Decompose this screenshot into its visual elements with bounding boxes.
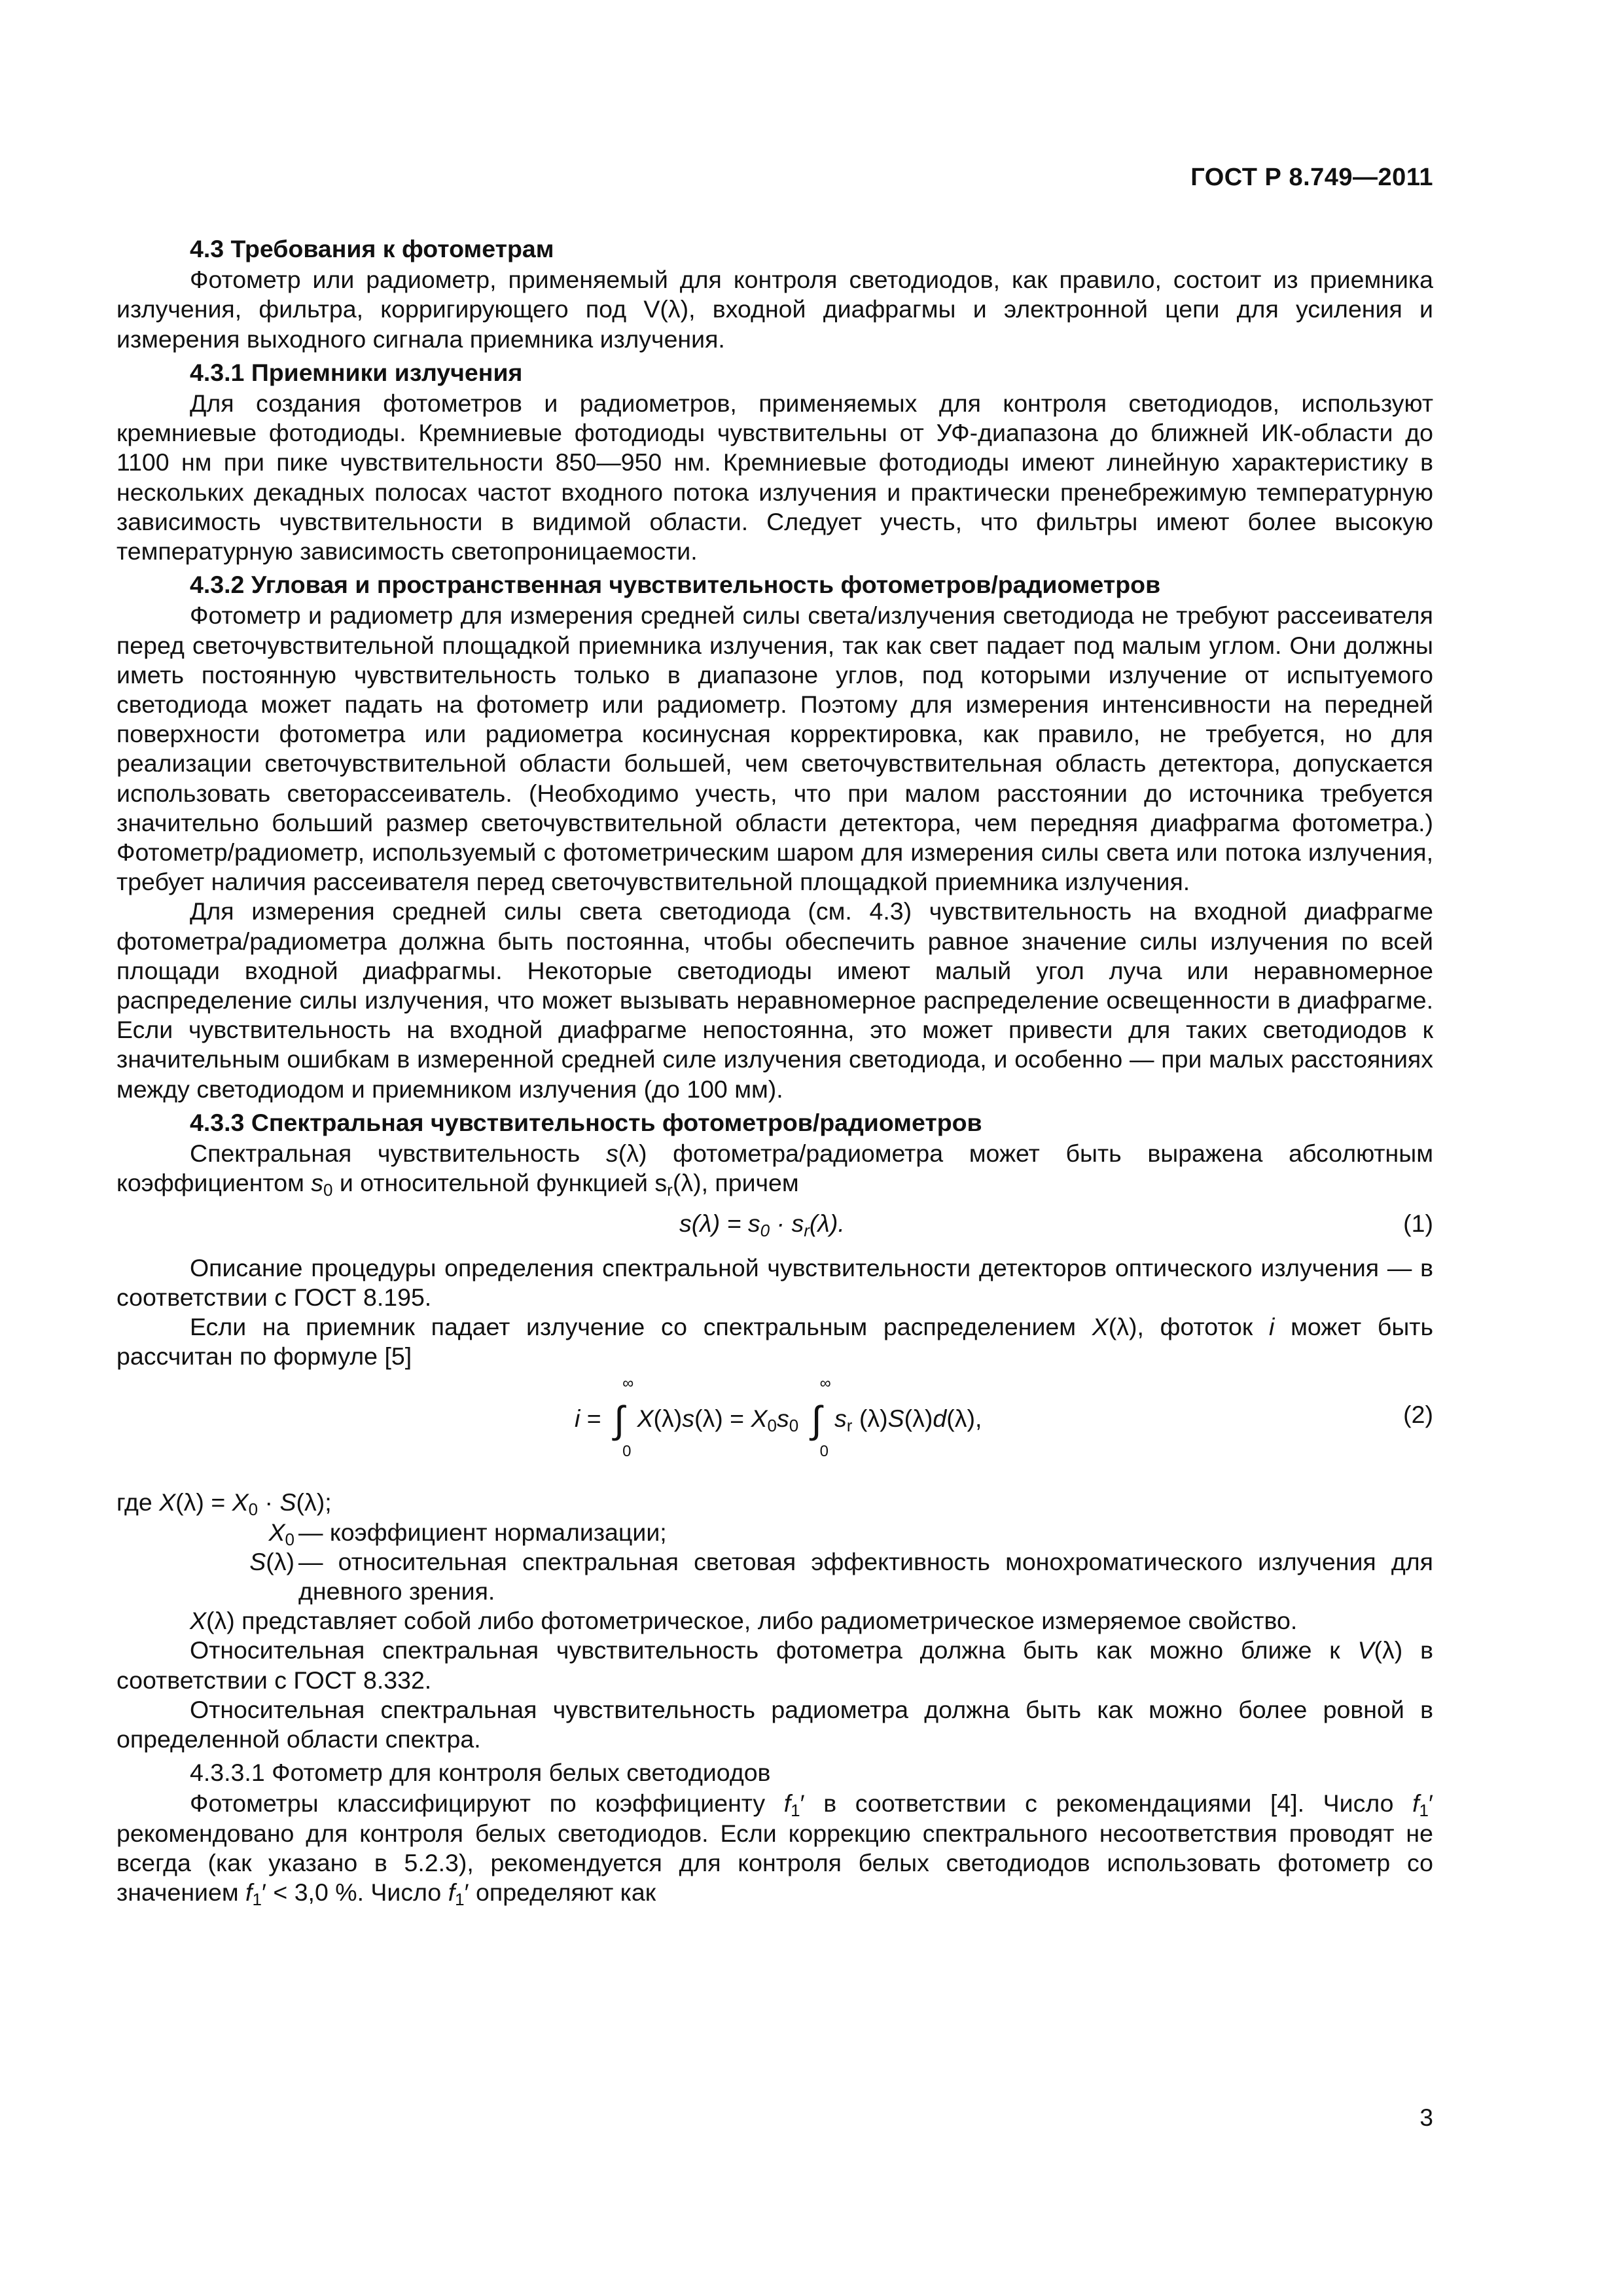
where-line: где $X(\lambda) = X_0 \cdot S(\lambda)$; <box>116 1488 332 1520</box>
formula-expression: $s(\lambda) = s_0 \cdot s_r(\lambda)$. <box>679 1209 845 1240</box>
paragraph: Относительная спектральная чувствительность фотометра должна быть как можно ближе к V(λ) в соответствии с ГОСТ 8.332. <box>116 1636 1433 1694</box>
paragraph: Для создания фотометров и радиометров, применяемых для контроля светодиодов, используют кремниевые фотодиоды. Кремниевые фотодиоды чувствительны от УФ-диапазона до ближней ИК-области до 1100 нм при пике чувствительности 850—950 нм. Кремниевые фотодиоды имеют линейную характеристику в нескольких декадных полосах частот входного потока излучения и практически пренебрежимую температурную зависимость чувствительности в видимой области. Следует учесть, что фильтры имеют более высокую температурную зависимость светопроницаемости. <box>116 389 1433 565</box>
paragraph: Описание процедуры определения спектральной чувствительности детекторов оптического излучения — в соответствии с ГОСТ 8.195. <box>116 1253 1433 1311</box>
paragraph: Фотометр и радиометр для измерения средней силы света/излучения светодиода не требуют рассеивателя перед светочувствительной площадкой приемника излучения, так как свет падает под малым углом. Они должны иметь постоянную чувствительность только в диапазоне углов, под которыми излучение от испытуемого светодиода может падать на фотометр или радиометр. Поэтому для измерения интенсивности на передней поверхности фотометра или радиометра косинусная корректировка, как правило, не требуется, но для реализации светочувствительной области большей, чем светочувствительная область детектора, допускается использовать светорассеиватель. (Необходимо учесть, что при малом расстоянии до источника требуется значительно больший размер светочувствительной области детектора, чем передняя диафрагма фотометра.) Фотометр/радиометр, используемый с фотометрическим шаром для измерения силы света или потока излучения, требует наличия рассеивателя перед светочувствительной площадкой приемника излучения. <box>116 601 1433 896</box>
section-heading: 4.3 Требования к фотометрам <box>190 235 554 262</box>
paragraph: Относительная спектральная чувствительность радиометра должна быть как можно более ровной в определенной области спектра. <box>116 1695 1433 1753</box>
paragraph: Если на приемник падает излучение со спектральным распределением X(λ), фототок i может быть рассчитан по формуле [5] <box>116 1312 1434 1371</box>
section-heading: 4.3.3 Спектральная чувствительность фотометров/радиометров <box>190 1108 982 1136</box>
formula-number: (2) <box>1403 1401 1433 1429</box>
formula-2 <box>116 1372 1433 1477</box>
page-number: 3 <box>1419 2104 1433 2131</box>
section-heading: 4.3.2 Угловая и пространственная чувствительность фотометров/радиометров <box>190 571 1161 599</box>
paragraph: X(λ) представляет собой либо фотометрическое, либо радиометрическое измеряемое свойство. <box>190 1607 1298 1635</box>
formula-1 <box>116 1204 1433 1246</box>
paragraph: Фотометр или радиометр, применяемый для контроля светодиодов, как правило, состоит из приемника излучения, фильтра, корригирующего под V(λ), входной диафрагмы и электронной цепи для усиления и измерения выходного сигнала приемника излучения. <box>116 266 1433 353</box>
section-heading: 4.3.1 Приемники излучения <box>190 358 523 386</box>
definitions-list <box>116 1518 1433 1607</box>
formula-expression: i = ∫ ∞ 0 $X(\lambda)s(\lambda) = X_0s_0$ ∫ ∞ 0 $s_r$ (λ)S(λ)d(λ), <box>575 1374 982 1461</box>
definition-item: S(λ) — относительная спектральная световая эффективность монохроматического излучения для дневного зрения. <box>249 1547 1433 1605</box>
document-header: ГОСТ Р 8.749—2011 <box>1190 164 1433 191</box>
section-heading: 4.3.3.1 Фотометр для контроля белых светодиодов <box>190 1759 771 1787</box>
paragraph: Спектральная чувствительность s(λ) фотометра/радиометра может быть выражена абсолютным коэффициентом $s_0$ и относительной функцией $s_r(\lambda)$, причем <box>116 1139 1434 1200</box>
paragraph: Фотометры классифицируют по коэффициенту $f_1'$ в соответствии с рекомендациями [4]. Число $f_1'$ рекомендовано для контроля белых светодиодов. Если коррекцию спектрального несоответствия проводят не всегда (как указано в 5.2.3), рекомендуется для контроля белых светодиодов использовать фотометр со значением $f_1' < 3,0$ %. Число $f_1'$ определяют как <box>116 1789 1433 1909</box>
formula-number: (1) <box>1403 1209 1433 1237</box>
paragraph: Для измерения средней силы света светодиода (см. 4.3) чувствительность на входной диафрагме фотометра/радиометра должна быть постоянна, чтобы обеспечить равное значение силы излучения по всей площади входной диафрагмы. Некоторые светодиоды имеют малый угол луча или неравномерное распределение силы излучения, что может вызывать неравномерное распределение освещенности в диафрагме. Если чувствительность на входной диафрагме непостоянна, это может привести для таких светодиодов к значительным ошибкам в измеренной средней силе излучения светодиода, и особенно — при малых расстояниях между светодиодом и приемником излучения (до 100 мм). <box>116 897 1433 1103</box>
definition-item: $X_0$ — коэффициент нормализации; <box>268 1518 667 1549</box>
document-body <box>116 230 1433 1907</box>
